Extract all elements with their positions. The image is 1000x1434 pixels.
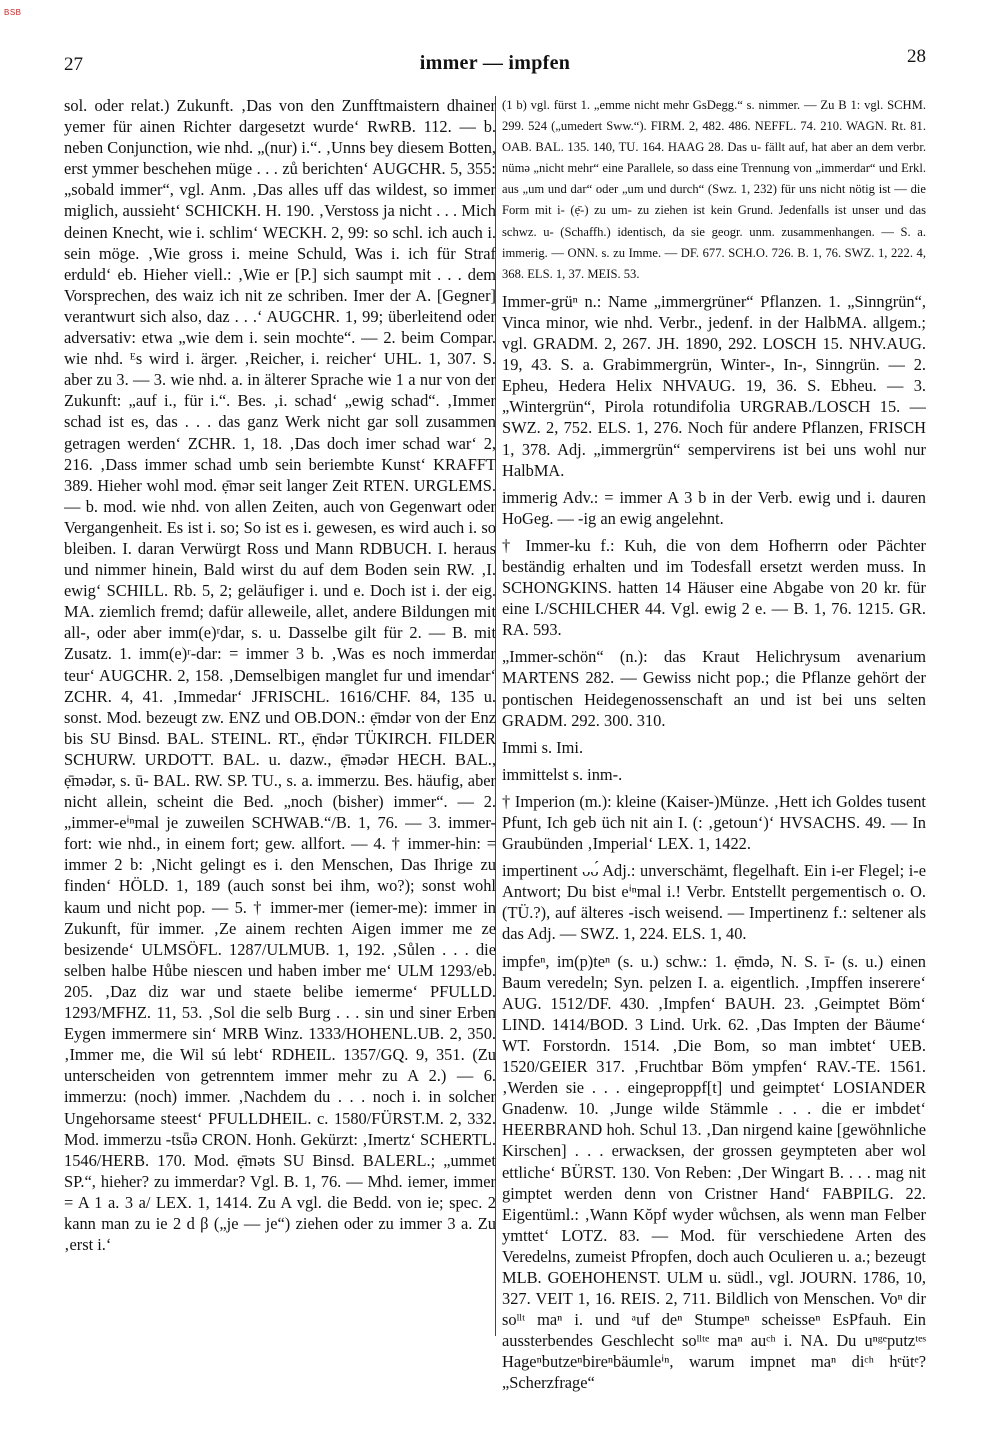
- right-column: [502, 95, 926, 1430]
- entry-immi: Immi s. Imi.: [502, 737, 584, 757]
- page-header: [64, 46, 926, 80]
- running-title: immer — impfen: [419, 52, 571, 74]
- page-number-left: 27: [64, 54, 83, 75]
- library-stamp: BSB: [4, 8, 22, 17]
- entry-paragraph: sol. oder relat.) Zukunft. ‚Das von den Zunfftmaistern dhainer yemer für ainen Richter dargesetzt wurde‘ RwRB. 112. — b. neben Conjunction, wie nhd. „(nur) i.“. ‚Unns bey diesem Botten, erst ymmer beschehen müge . . . zů berichten‘ AUGCHR. 5, 355: „sobald immer“, vgl. Anm. ‚Das alles uff das wildest, so immer miglich, aussieht‘ SCHICKH. H. 190. ‚Verstoss ja nicht . . . Mich deinen Knecht, wie i. schlim‘ WECKH. 2, 99: so schl. ich auch i. sein möge. ‚Wie gross i. meine Schuld, Was i. ich für Straf erduld‘ eb. Hieher viell.: ‚Wie er [P.] sich saumpt mit . . . dem Vorsprechen, des waiz ich nit ze schriben. Imer der A. [Gegner] verantwurt sich also, daz . . .‘ AUGCHR. 1, 99; überleitend oder adversativ: etwa „wie dem i. sein mochte“. — 2. beim Compar. wie nhd. ᴱs wird i. ärger. ‚Reicher, i. reicher‘ UHL. 1, 307. S. aber zu 3. — 3. wie nhd. a. in älterer Sprache wie 1 a nur von der Zukunft: „auf i., für i.“. Bes. ‚i. schad‘ „ewig schad“. ‚Immer schad ist es, das . . . das ganz Werk nicht gar soll zusammen getragen werden‘ ZCHR. 1, 18. ‚Das doch imer schad war‘ 2, 216. ‚Dass immer schad umb sein beriembte Kunst‘ KRAFFT 389. Hieher wohl mod. ẹ̄mər seit langer Zeit RTEN. URGLEMS. — b. mod. wie nhd. von allen Zeiten, auch von Gegenwart oder Vergangenheit. Es ist i. so; So ist es i. gewesen, es wird auch i. so bleiben. I. daran Verwürgt Ross und Mann RDBUCH. I. heraus und nimmer hinein, Bald wirst du auf dem Boden sein RW. ‚I. ewig‘ SCHILL. Rb. 5, 2; geläufiger i. und e. Doch ist i. der eig. MA. ziemlich fremd; dafür alleweile, allet, andere Bildungen mit all-, oder aber imm(e)ʳdar, s. u. Dasselbe gilt für 2. — B. mit Zusatz. 1. imm(e)ʳ-dar: = immer 3 b. ‚Was es noch immerdar teur‘ AUGCHR. 2, 158. ‚Demselbigen manglet fur und imendar‘ ZCHR. 4, 41. ‚Immedar‘ JFRISCHL. 1616/CHF. 84, 135 u. sonst. Mod. bezeugt zw. ENZ und OB.DON.: ẹ̄mdər von der Enz bis SU Binsd. BAL. STEINL. RT., ẹ̄ndər TÜKIRCH. FILDER SCHURW. URDOTT. BAL. u. dazw., ẹ̄mədər HECH. BAL., ẹ̄mədər, s. ū- BAL. RW. SP. TU., s. a. immerzu. Bes. häufig, aber nicht allein, scheint die Bed. „noch (bisher) immer“. — 2. „immer-eⁱⁿmal je zuweilen SCHWAB.“/B. 1, 76. — 3. immer-fort: wie nhd., in einem fort; gew. allfort. — 4. † immer-hin: = immer 2 b: ‚Nicht gelingt es i. den Menschen, Das Ihrige zu finden‘ HÖLD. 1, 189 (auch sonst bei ihm, wo?); sonst wohl kaum und nicht pop. — 5. † immer-mer (iemer-me): immer in Zukunft, für immer. ‚Ze ainem rechten Aigen immer me ze besizende‘ ULMSÖFL. 1287/ULMUB. 1, 192. ‚Sůlen . . . die selben halbe Hůbe niescen und haben imber me‘ ULM 1293/eb. 205. ‚Daz diz war und staete belibe iemerme‘ PFULLD. 1293/MFHZ. 11, 53. ‚Sol die selb Burg . . . sin und siner Erben Eygen immermere sin‘ MRB Winz. 1333/HOHENL.UB. 2, 350. ‚Immer me, die Wil sú lebt‘ RDHEIL. 1357/GQ. 9, 351. (Zu unterscheiden von getrenntem immer mehr zu A 2.) — 6. immerzu: (noch) immer. ‚Nachdem du . . . noch i. in solcher Ungehorsame steest‘ PFULLDHEIL. c. 1580/FÜRST.M. 2, 332. Mod. immerzu -tsǖə CRON. Honh. Gekürzt: ‚Imertz‘ SCHERTL. 1546/HERB. 170. Mod. ẹ̄məts SU Binsd. BALERL.; „ummet SP.“, hieher? zu immerdar? Vgl. B. 1, 76. — Mhd. iemer, immer = A 1 a. 3 a/ LEX. 1, 1414. Zu A vgl. die Bedd. von ie; spec. 2 kann man zu ie 2 d β („je — je“) ziehen oder zu immer 3 a. Zu ‚erst i.‘: [64, 96, 496, 1255]
- page-number-right: 28: [907, 46, 926, 67]
- entry-immergruen: Immer-grüⁿ n.: Name „immergrüner“ Pflanzen. 1. „Sinngrün“, Vinca minor, wie nhd. Verbr., jedenf. in der HalbMA. allgem.; vgl. GRADM. 2, 267. JH. 1890, 292. LOSCH 15. NHV.AUG. 19, 43. S. a. Grabimmergrün, Winter-, In-, Sinngrün. — 2. Epheu, Hedera Helix NHVAUG. 19, 36. S. Ebheu. — 3. „Wintergrün“, Pirola rotundifolia URGRAB./LOSCH 15. — SWZ. 2, 752. ELS. 1, 276. Noch für andere Pflanzen, FRISCH 1, 378. Adj. „immergrün“ sempervirens ist bei uns wohl nur HalbMA.: [502, 291, 926, 480]
- left-column: [64, 95, 496, 1430]
- etymology-note: (1 b) vgl. fürst 1. „emme nicht mehr GsDegg.“ s. nimmer. — Zu B 1: vgl. SCHM. 299. 524 („umedert Sww.“). FIRM. 2, 482. 486. NEFFL. 74. 210. WAGN. Rt. 81. OAB. BAL. 135. 140, TU. 164. HAAG 28. Das u- fällt auf, hat aber an dem verbr. nümə „nicht mehr“ eine Parallele, so dass eine Trennung von „immerdar“ und Erkl. aus „um und dar“ oder „um und durch“ (Swz. 1, 232) für uns nicht nötig ist — die Form mit i- (ẹ̄-) zu um- zu ziehen ist kein Grund. Jedenfalls ist unser und das schwz. u- (Schaffh.) identisch, da sie geogr. unm. zusammenhangen. — S. a. immerig. — ONN. s. zu Imme. — DF. 677. SCH.O. 726. B. 1, 76. SWZ. 1, 222. 4, 368. ELS. 1, 37. MEIS. 53.: [502, 98, 926, 281]
- entry-immittelst: immittelst s. inm-.: [502, 764, 623, 784]
- entry-immerig: immerig Adv.: = immer A 3 b in der Verb. ewig und i. dauren HoGeg. — -ig an ewig angelehnt.: [502, 487, 926, 528]
- entry-imperion: † Imperion (m.): kleine (Kaiser-)Münze. ‚Hett ich Goldes tusent Pfunt, Ich geb üch nit ain I. (: ‚getoun‘)‘ HVSACHS. 49. — In Graubünden ‚Imperial‘ LEX. 1, 1422.: [502, 791, 926, 854]
- entry-impfen: impfeⁿ, im(p)teⁿ (s. u.) schw.: 1. ẹ̄mdə, N. S. ī- (s. u.) einen Baum veredeln; Syn. pelzen I. a. eigentlich. ‚Impffen inserere‘ AUG. 1512/DF. 430. ‚Impfen‘ BAUH. 23. ‚Geimptet Böm‘ LIND. 1414/BOD. 3 Lind. Urk. 62. ‚Das Impten der Bäume‘ WT. Forstordn. 1514. ‚Die Bom, so man imbtet‘ UEB. 1520/GEIER 317. ‚Fruchtbar Böm ympfen‘ RAV.-TE. 1561. ‚Werden sie . . . eingeproppf[t] und geimptet‘ LOSIANDER Gnadenw. 10. ‚Junge wilde Stämmle . . . die er imbdet‘ HEERBRAND hoh. Schul 13. ‚Dan nirgend kaine [gewöhnliche Kirschen] . . . erwacksen, der grossen geympteten aber wol ettliche‘ BÜRST. 130. Von Reben: ‚Der Wingart B. . . . mag nit gimptet werden denn von Cristner Hand‘ FABPILG. 22. Eigentüml.: ‚Wann Kŏpf wyder wůchsen, als wenn man Felber ymttet‘ LOTZ. 83. — Mod. für verschiedene Arten des Veredelns, zumeist Pfropfen, doch auch Oculieren u. a.; bezeugt MLB. GOEHOHENST. ULM u. südl., vgl. JOURN. 1786, 10, 327. VEIT 1, 16. REIS. 2, 711. Bildlich von Menschen. Voⁿ dir soˡˡᵗ maⁿ i. und ᵃuf deⁿ Stumpeⁿ scheisseⁿ EsPfauh. Ein aussterbendes Geschlecht soˡˡᵗᵉ maⁿ auᶜʰ i. NA. Du uⁿᵍᵉputzᵗᵉˢ Hageⁿbutzeⁿbireⁿbäumleⁱⁿ, warum impnet maⁿ diᶜʰ hᵉütᵉ? „Scherzfrage“: [502, 951, 926, 1393]
- entry-impertinent: impertinent ᴗᴗ́ Adj.: unverschämt, flegelhaft. Ein i-er Flegel; i-e Antwort; Du bist eⁱⁿmal i.! Verbr. Entstellt pergementisch o. O. (TÜ.?), auf älteres -isch weisend. — Impertinenz f.: seltener als das Adj. — SWZ. 1, 224. ELS. 1, 40.: [502, 861, 926, 944]
- entry-immerschoen: „Immer-schön“ (n.): das Kraut Helichrysum avenarium MARTENS 282. — Gewiss nicht pop.; die Pflanze gehört der pontischen Heidegenossenschaft an und ist bei uns selten GRADM. 292. 300. 310.: [502, 647, 926, 730]
- entry-immerku: † Immer-ku f.: Kuh, die von dem Hofherrn oder Pächter beständig erhalten und im Todesfall ersetzt werden muss. In SCHONGKINS. hatten 14 Häuser eine Abgabe von 20 kr. für eine I./SCHILCHER 44. Vgl. ewig 2 e. — B. 1, 76. 1215. GR. RA. 593.: [502, 535, 926, 640]
